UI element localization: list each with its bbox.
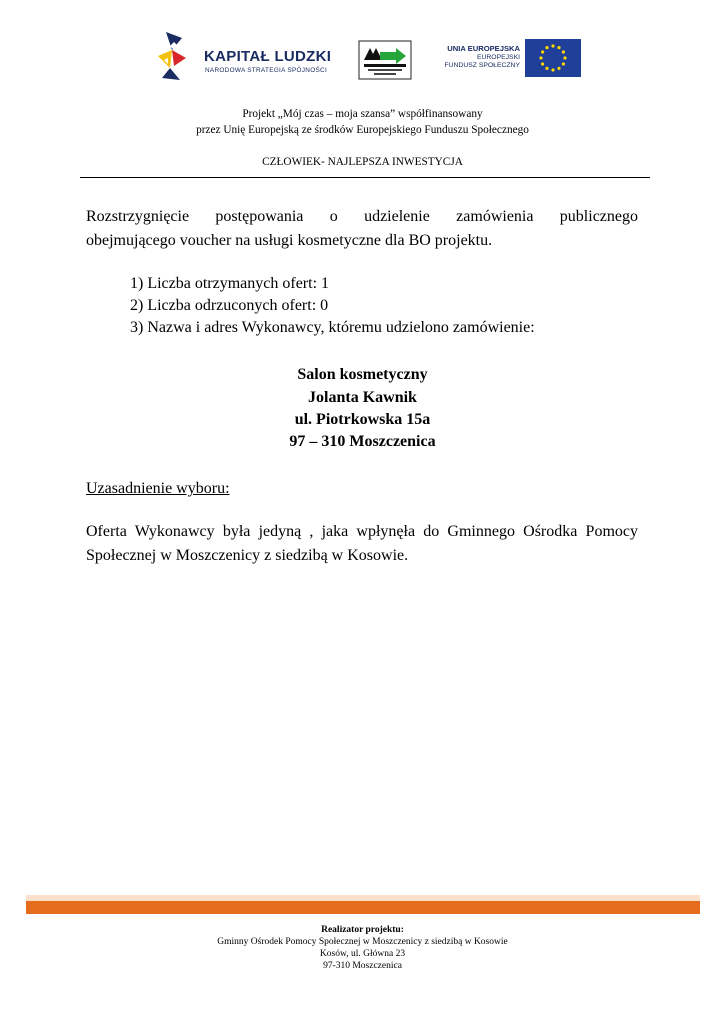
justification-line-1: Oferta Wykonawcy była jedyną , jaka wpłynęła do Gminnego Ośrodka Pomocy (86, 523, 638, 540)
intro-line-2: obejmującego voucher na usługi kosmetyczne dla BO projektu. (86, 232, 493, 249)
justification-heading: Uzasadnienie wyboru: (86, 480, 230, 497)
kapital-ludzki-logo (152, 28, 342, 84)
footer-organization: Gminny Ośrodek Pomocy Społecznej w Moszczenicy z siedzibą w Kosowie (217, 937, 508, 947)
kapital-ludzki-subtitle: NARODOWA STRATEGIA SPÓJNOŚCI (205, 67, 328, 74)
contractor-person: Jolanta Kawnik (308, 389, 417, 406)
project-title-line: Projekt „Mój czas – moja szansa” współfinansowany (242, 108, 483, 120)
justification-line-2: Społecznej w Moszczenicy z siedzibą w Kosowie. (86, 547, 409, 564)
eu-fund-line1: EUROPEJSKI (476, 54, 520, 61)
header-divider (80, 177, 650, 178)
eu-title: UNIA EUROPEJSKA (447, 44, 520, 53)
wup-lodz-logo (358, 40, 412, 80)
list-item-offers-received: 1) Liczba otrzymanych ofert: 1 (130, 275, 330, 292)
eu-fund-line2: FUNDUSZ SPOŁECZNY (444, 62, 520, 69)
list-item-contractor: 3) Nazwa i adres Wykonawcy, któremu udzielono zamówienie: (130, 319, 535, 336)
kapital-ludzki-title: KAPITAŁ LUDZKI (204, 48, 332, 65)
list-item-offers-rejected: 2) Liczba odrzuconych ofert: 0 (130, 297, 329, 314)
logo-bar (0, 28, 725, 84)
footer-heading: Realizator projektu: (321, 925, 404, 935)
cofinancing-line: przez Unię Europejską ze środków Europejskiego Funduszu Społecznego (196, 124, 529, 136)
intro-line-1: Rozstrzygnięcie postępowania o udzielenie zamówienia publicznego (86, 208, 638, 225)
eu-text (436, 44, 520, 69)
footer-postal: 97-310 Moszczenica (323, 961, 402, 971)
kapital-ludzki-star-logo (152, 28, 196, 84)
eu-flag (525, 39, 581, 77)
contractor-street: ul. Piotrkowska 15a (294, 411, 431, 428)
slogan: CZŁOWIEK- NAJLEPSZA INWESTYCJA (262, 156, 463, 168)
contractor-name: Salon kosmetyczny (297, 366, 428, 383)
footer-band-orange (26, 901, 700, 914)
contractor-city: 97 – 310 Moszczenica (289, 433, 436, 450)
footer-address: Kosów, ul. Główna 23 (319, 949, 406, 959)
